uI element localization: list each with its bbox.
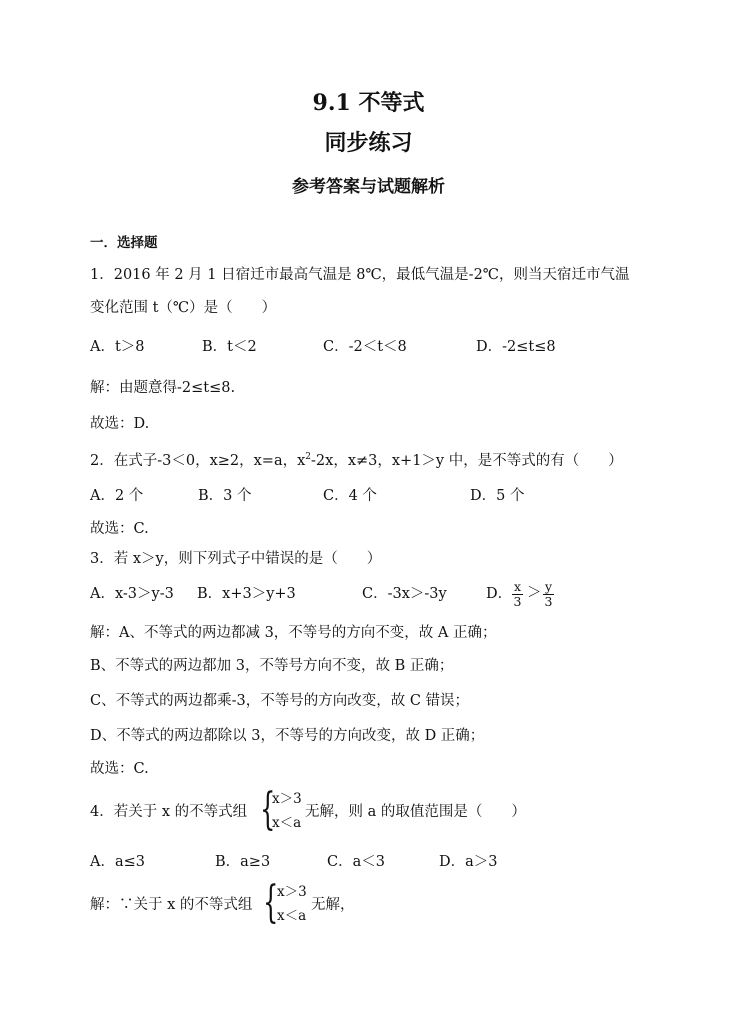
q3-solution-line1: 解：A、不等式的两边都减 3，不等号的方向不变，故 A 正确； [90, 625, 497, 641]
q4-solution-system-line1: x＞3 [277, 884, 307, 900]
q3-fraction-left-numerator: x [514, 579, 522, 594]
q4-solution-system-brace: { [263, 877, 279, 928]
q2-option-a: A．2 个 [90, 488, 144, 504]
q3-option-c: C．-3x＞-3y [362, 586, 447, 602]
q1-answer: 故选：D. [90, 416, 150, 432]
q2-stem-part-b: -2x，x≠3，x+1＞y 中，是不等式的有（ ） [311, 453, 623, 469]
doc-subtitle: 同步练习 [324, 130, 413, 156]
q4-solution-system-line2: x＜a [277, 908, 307, 924]
q1-option-b: B．t＜2 [202, 339, 257, 355]
q4-system-brace: { [260, 784, 276, 835]
q1-option-d: D．-2≤t≤8 [476, 339, 556, 355]
q4-stem-part-b: 无解，则 a 的取值范围是（ ） [305, 804, 526, 820]
q2-stem-part-a: 2．在式子-3＜0，x≥2，x=a，x [90, 453, 306, 469]
q3-option-a: A．x-3＞y-3 [90, 586, 174, 602]
q3-solution-line4: D、不等式的两边都除以 3，不等号的方向改变，故 D 正确； [90, 728, 485, 744]
q4-solution-part-b: 无解， [311, 897, 355, 913]
q4-solution-part-a: 解：∵关于 x 的不等式组 [90, 897, 253, 913]
q3-solution-line2: B、不等式的两边都加 3，不等号方向不变，故 B 正确； [90, 658, 454, 674]
q3-solution-line3: C、不等式的两边都乘-3，不等号的方向改变，故 C 错误； [90, 693, 470, 709]
q4-option-a: A．a≤3 [90, 854, 145, 870]
q4-stem-part-a: 4．若关于 x 的不等式组 [90, 804, 248, 820]
q2-stem [90, 452, 623, 472]
q4-option-b: B．a≥3 [215, 854, 271, 870]
q4-option-c: C．a＜3 [327, 854, 385, 870]
q1-option-a: A．t＞8 [90, 339, 145, 355]
doc-title: 9.1 不等式 [312, 90, 425, 116]
q1-stem-line1: 1．2016 年 2 月 1 日宿迁市最高气温是 8℃，最低气温是-2℃，则当天宿迁市气温 [90, 267, 630, 283]
q1-solution: 解：由题意得-2≤t≤8. [90, 380, 236, 396]
section-label: 一．选择题 [90, 235, 158, 251]
q1-stem-line2: 变化范围 t（℃）是（ ） [90, 300, 277, 316]
q3-option-b: B．x+3＞y+3 [197, 586, 296, 602]
q2-option-d: D．5 个 [470, 488, 525, 504]
doc-heading: 参考答案与试题解析 [292, 177, 445, 197]
q3-answer: 故选：C. [90, 761, 149, 777]
q2-answer: 故选：C. [90, 521, 149, 537]
q3-fraction-right-numerator: y [545, 579, 553, 594]
q3-stem: 3．若 x＞y，则下列式子中错误的是（ ） [90, 551, 382, 567]
q3-fraction-left-denominator: 3 [513, 594, 522, 609]
q3-fraction-operator: ＞ [527, 585, 542, 601]
q3-option-d: D． [486, 586, 513, 602]
q4-system-line1: x＞3 [272, 791, 302, 807]
q4-option-d: D．a＞3 [439, 854, 498, 870]
q2-option-c: C．4 个 [323, 488, 377, 504]
q2-option-b: B．3 个 [198, 488, 252, 504]
q3-fraction-right [543, 580, 554, 609]
q4-system-line2: x＜a [272, 815, 302, 831]
q3-fraction-right-denominator: 3 [544, 594, 553, 609]
q1-option-c: C．-2＜t＜8 [323, 339, 407, 355]
q3-fraction-left [512, 580, 523, 609]
q2-stem-superscript: 2 [305, 452, 312, 462]
